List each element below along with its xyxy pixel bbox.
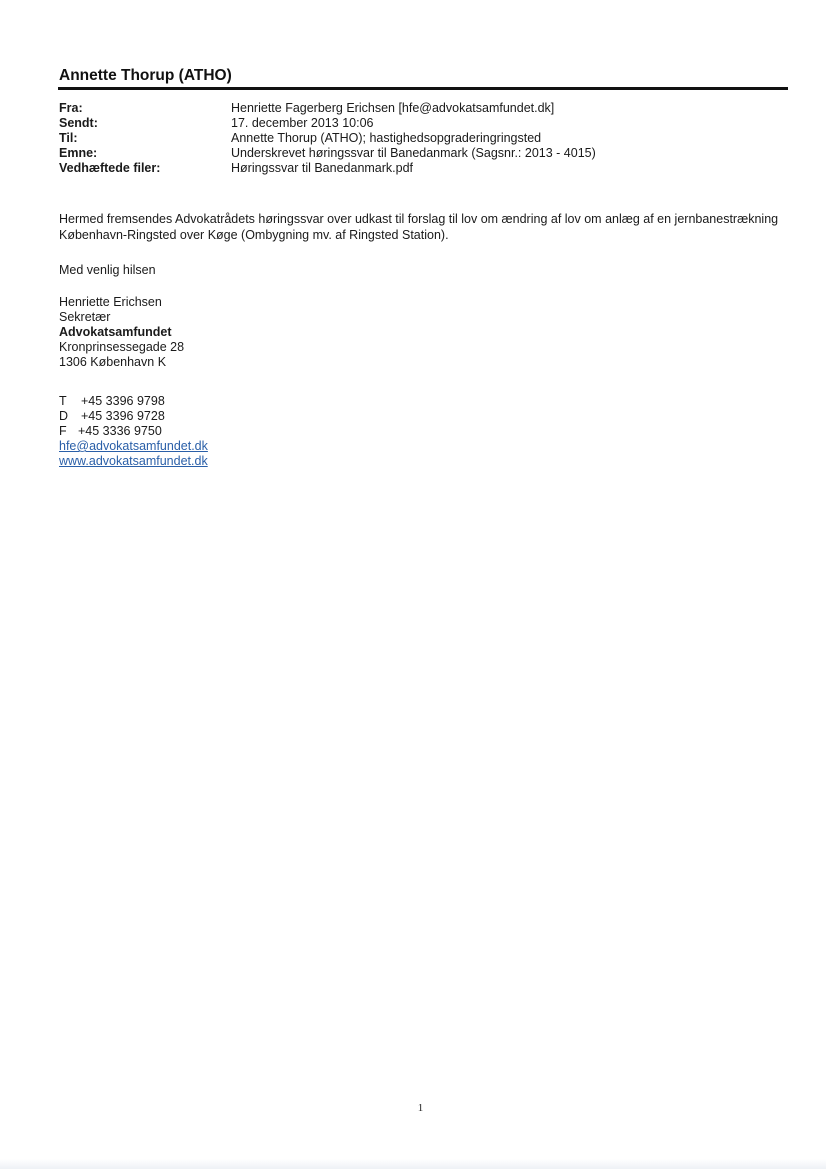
contact-value: +45 3396 9728 xyxy=(81,409,165,423)
meta-label: Fra: xyxy=(59,101,83,115)
meta-value: Henriette Fagerberg Erichsen [hfe@advokatsamfundet.dk] xyxy=(231,101,555,115)
website-link[interactable]: www.advokatsamfundet.dk xyxy=(59,454,208,468)
signature-street: Kronprinsessegade 28 xyxy=(59,340,185,354)
signature-title: Sekretær xyxy=(59,310,111,324)
message-greeting: Med venlig hilsen xyxy=(59,263,156,277)
meta-value: Høringssvar til Banedanmark.pdf xyxy=(231,161,414,175)
signature-block xyxy=(59,295,184,370)
meta-value: Annette Thorup (ATHO); hastighedsopgraderingringsted xyxy=(231,131,542,145)
meta-value: 17. december 2013 10:06 xyxy=(231,116,374,130)
contact-value: +45 3336 9750 xyxy=(78,424,162,438)
meta-label: Til: xyxy=(59,131,78,145)
meta-label: Vedhæftede filer: xyxy=(59,161,161,175)
scan-edge xyxy=(0,1159,826,1169)
message-intro: Hermed fremsendes Advokatrådets høringssvar over udkast til forslag til lov om ændring af lov om anlæg af en jernbanestrækning København-Ringsted over Køge (Ombygning mv. af Ringsted Station). xyxy=(59,212,779,242)
contact-label: T xyxy=(59,394,67,408)
mailbox-owner-name: Annette Thorup (ATHO) xyxy=(59,67,232,84)
signature-organization: Advokatsamfundet xyxy=(59,325,172,339)
header-divider xyxy=(58,87,788,90)
meta-label: Emne: xyxy=(59,146,98,160)
signature-city: 1306 København K xyxy=(59,355,167,369)
contact-block xyxy=(59,394,208,469)
page-number: 1 xyxy=(417,1102,424,1114)
signature-name: Henriette Erichsen xyxy=(59,295,162,309)
meta-label: Sendt: xyxy=(59,116,98,130)
contact-value: +45 3396 9798 xyxy=(81,394,165,408)
email-link[interactable]: hfe@advokatsamfundet.dk xyxy=(59,439,208,453)
contact-label: D xyxy=(59,409,69,423)
contact-label: F xyxy=(59,424,67,438)
meta-value: Underskrevet høringssvar til Banedanmark (Sagsnr.: 2013 - 4015) xyxy=(231,146,596,160)
contact-phone-d xyxy=(59,409,208,424)
contact-fax xyxy=(59,424,208,439)
contact-phone-t xyxy=(59,394,208,409)
